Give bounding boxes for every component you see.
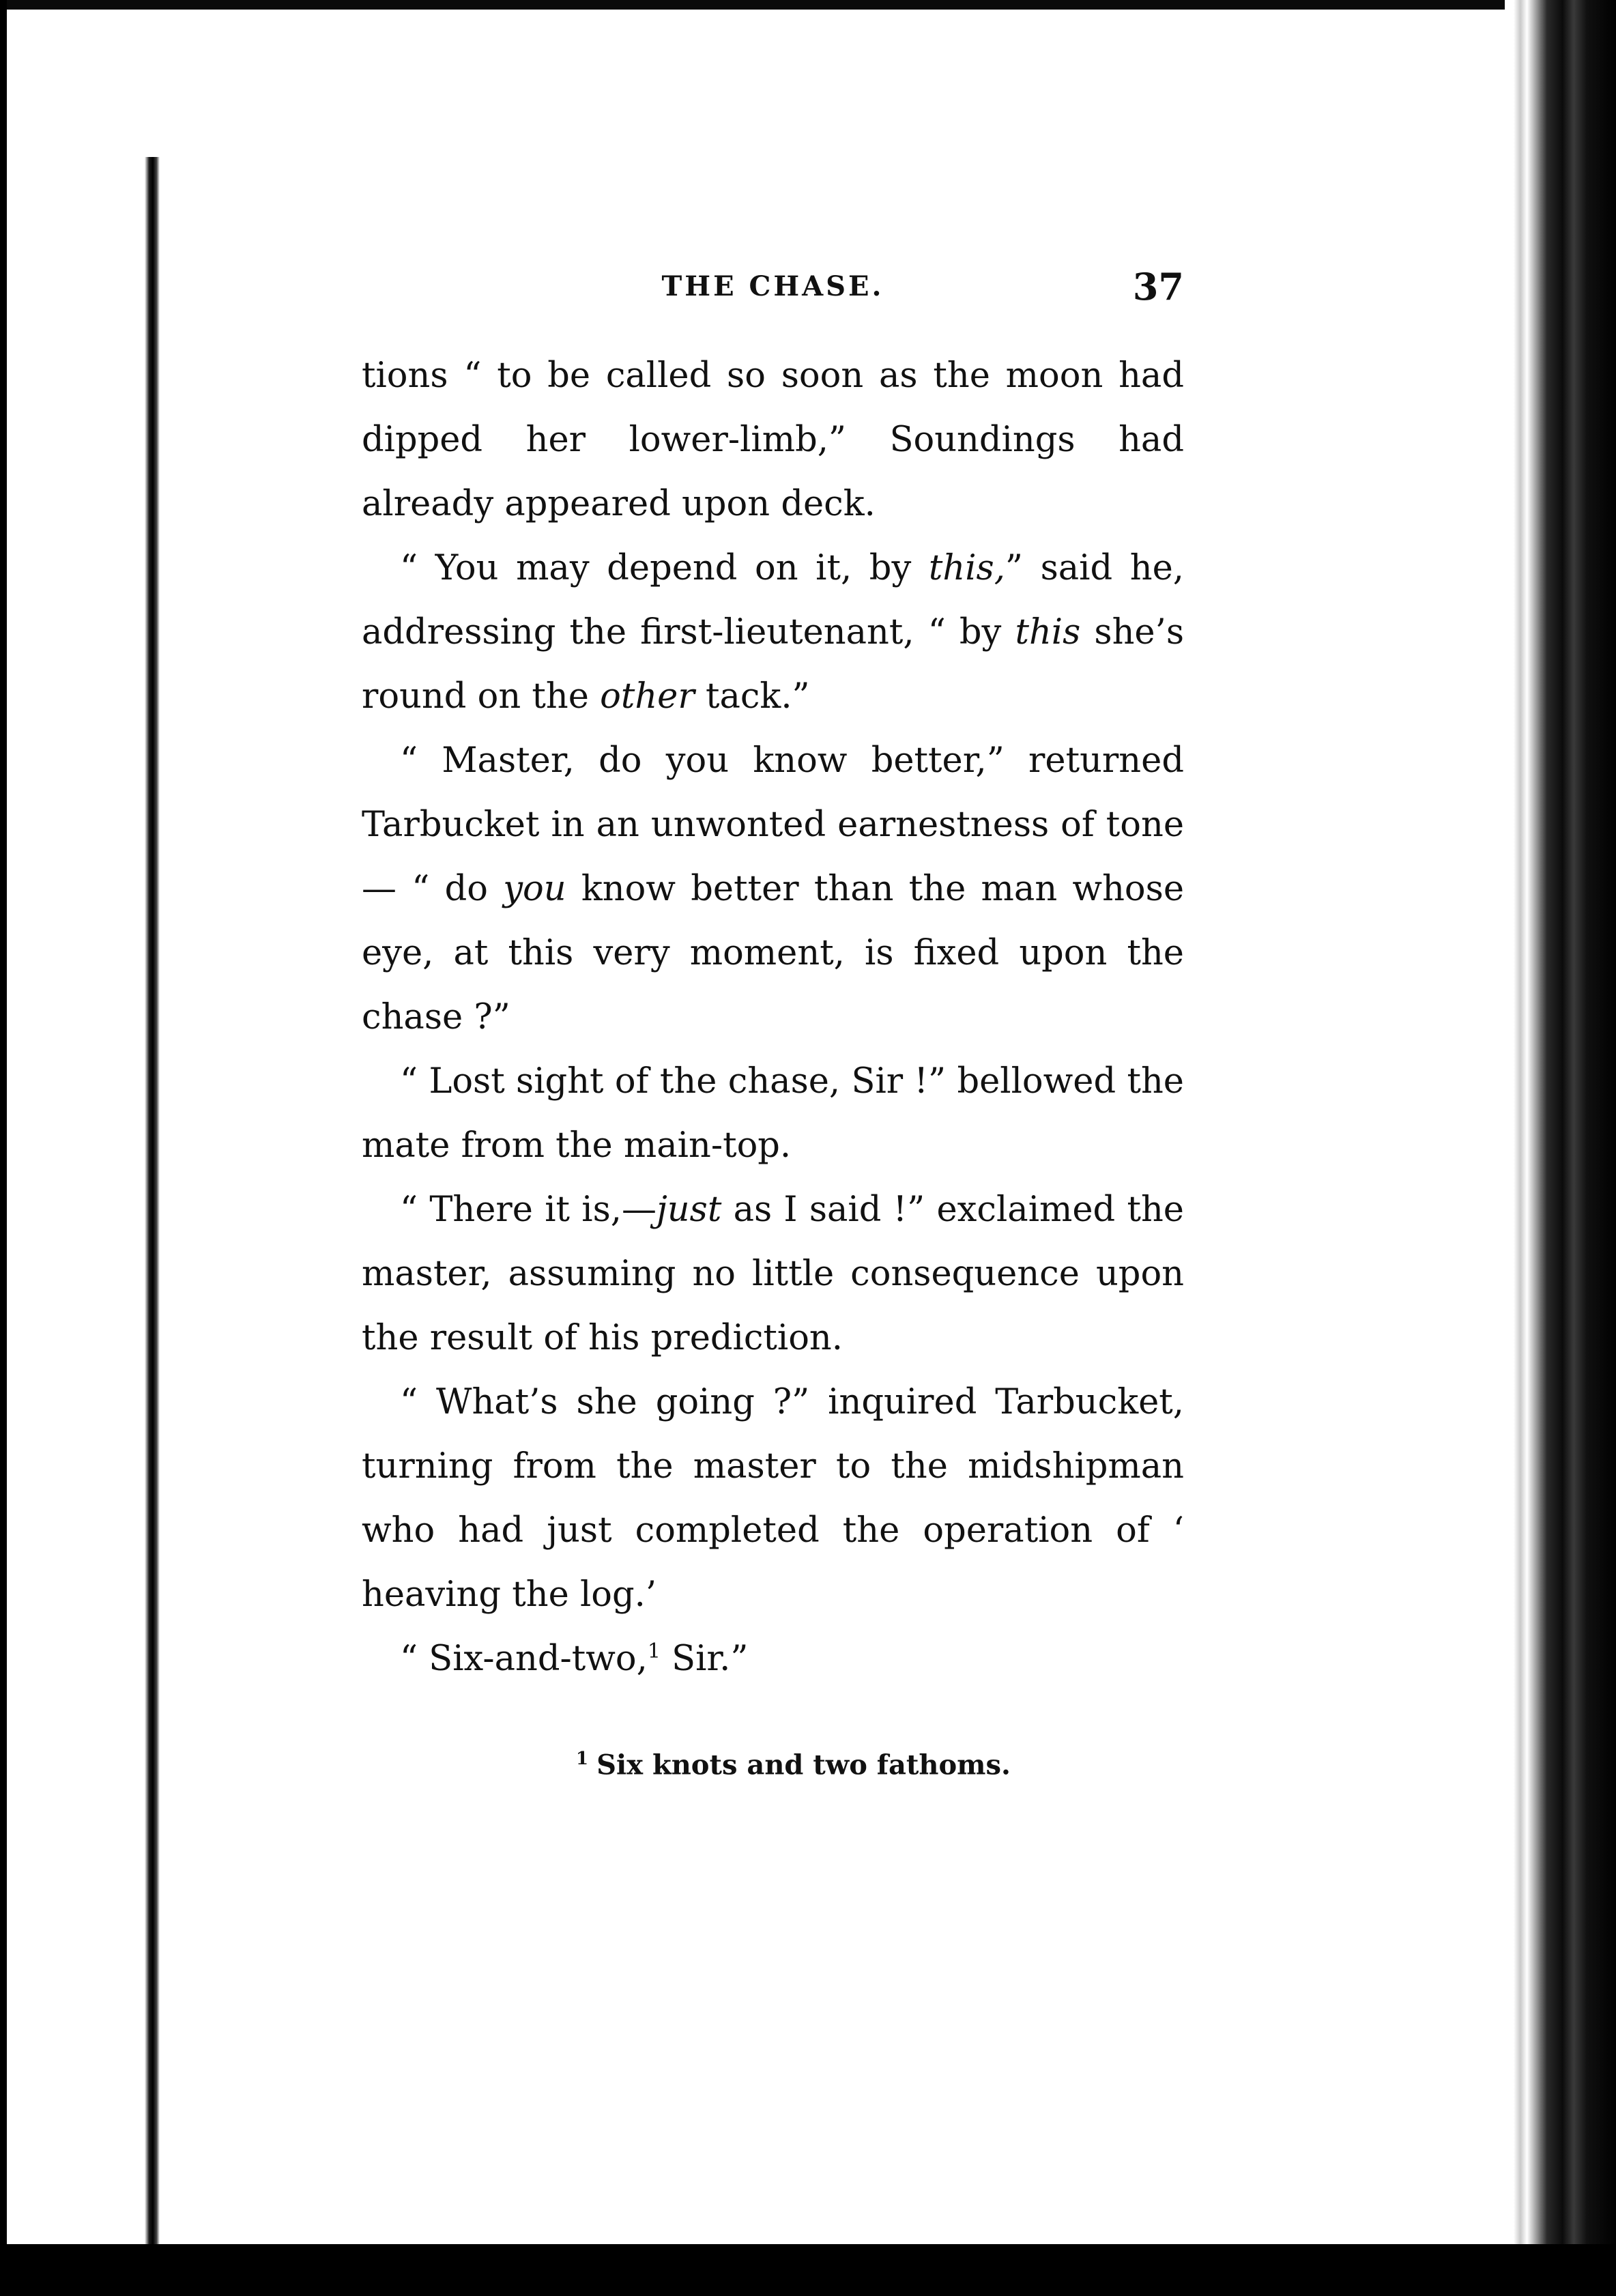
running-head [362,266,1184,321]
footnote-mark: 1 [576,1749,589,1769]
footnote-text: Six knots and two fathoms. [596,1749,1011,1781]
text-run: she’s round on the [362,612,1184,717]
page-number: 37 [1132,265,1184,308]
scan-top-edge [0,0,1616,10]
paragraph [362,1627,1184,1691]
paragraph [362,536,1184,729]
body-text [362,344,1184,1691]
italic-text: just [656,1190,722,1230]
scan-left-edge [0,0,7,2296]
text-run: Sir.” [660,1639,749,1679]
italic-text: other [600,676,695,717]
scan-binding-shadow [145,157,160,2252]
running-head-title: THE CHASE. [661,270,884,302]
scan-bottom-edge [0,2244,1616,2296]
scan-page-edges [1505,0,1616,2296]
paragraph [362,1050,1184,1178]
text-run: “ What’s she going ?” inquired Tarbucket, turning from the master to the midshipman who had just completed the operation of ‘ heaving the log.’ [362,1382,1184,1615]
text-run: “ Master, do you know better,” returned Tarbucket in an unwonted earnestness of tone— “ do [362,741,1184,909]
italic-text: you [503,869,566,909]
text-run: “ There it is,— [400,1190,656,1230]
paragraph [362,729,1184,1050]
italic-text: this [1015,612,1081,652]
footnote-spacer [362,1691,1184,1749]
text-run: tions “ to be called so soon as the moon had dipped her lower-limb,” Soundings had already appeared upon deck. [362,356,1184,524]
text-run: “ Lost sight of the chase, Sir !” bellowed the mate from the main-top. [362,1061,1184,1166]
text-run: “ You may depend on it, by [400,548,929,588]
paragraph [362,1371,1184,1627]
paragraph [362,1178,1184,1371]
text-run: “ Six-and-two, [400,1639,648,1679]
text-run: as I said !” exclaimed the master, assuming no little consequence upon the result of his prediction. [362,1190,1184,1358]
text-run: tack.” [694,676,810,717]
book-page [362,266,1184,1781]
paragraph [362,344,1184,536]
footnote [362,1749,1184,1781]
text-run: know better than the man whose eye, at this very moment, is fixed upon the chase ?” [362,869,1184,1037]
footnote-reference: 1 [647,1639,661,1663]
italic-text: this, [928,548,1005,588]
text-run: ” said he, addressing the first-lieutenant, “ by [362,548,1184,652]
